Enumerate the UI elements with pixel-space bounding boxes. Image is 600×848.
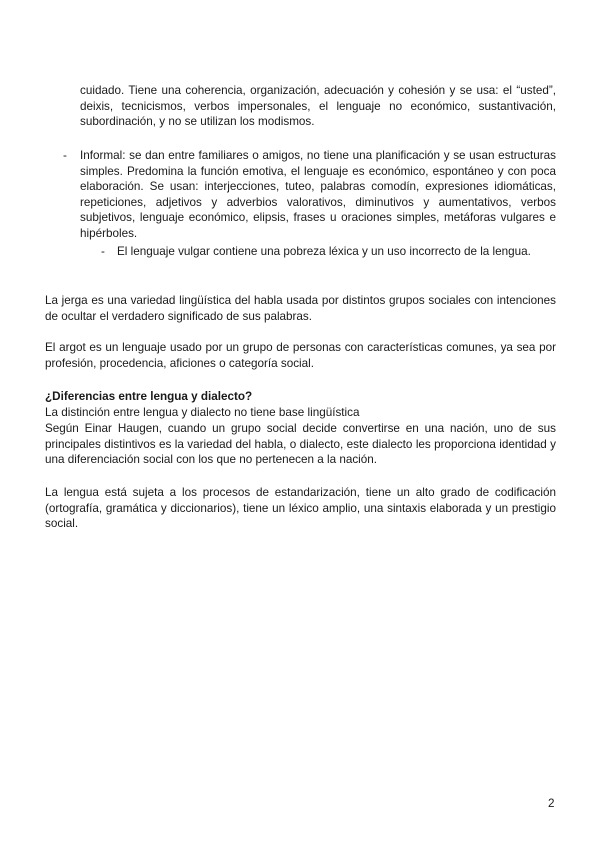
section-heading: ¿Diferencias entre lengua y dialecto? (45, 390, 253, 403)
section-intro-line: La distinción entre lengua y dialecto no tiene base lingüística (45, 406, 360, 419)
informal-bullet: Informal: se dan entre familiares o amigos, no tiene una planificación y se usan estructuras simples. Predomina la función emotiva, el lenguaje es económico, espontáneo y con poca elaboración. Se usan: interjecciones, tuteo, palabras comodín, expresiones idiomáticas, repeticiones, adjetivos y adverbios valorativos, diminutivos y aumentativos, verbos subjetivos, lenguaje económico, elipsis, frases u oraciones simples, metáforas vulgares e hipérboles. (80, 149, 556, 240)
bullet-marker: - (63, 149, 67, 162)
continuation-paragraph: cuidado. Tiene una coherencia, organización, adecuación y cohesión y se usa: el “usted”, deixis, tecnicismos, verbos impersonales, el lenguaje no económico, sustantivación, subordinación, y no se utilizan los modismos. (80, 84, 556, 129)
sub-bullet-marker: - (101, 245, 105, 258)
page-number: 2 (548, 797, 555, 810)
sub-bullet-text: El lenguaje vulgar contiene una pobreza léxica y un uso incorrecto de la lengua. (117, 245, 531, 258)
lengua-paragraph: La lengua está sujeta a los procesos de estandarización, tiene un alto grado de codificación (ortografía, gramática y diccionarios), tiene un léxico amplio, una sintaxis elaborada y un prestigio social. (45, 486, 556, 531)
argot-paragraph: El argot es un lenguaje usado por un grupo de personas con características comunes, ya sea por profesión, procedencia, aficiones o categoría social. (45, 341, 556, 370)
jerga-paragraph: La jerga es una variedad lingüística del habla usada por distintos grupos sociales con intenciones de ocultar el verdadero significado de sus palabras. (45, 294, 556, 323)
haugen-paragraph: Según Einar Haugen, cuando un grupo social decide convertirse en una nación, uno de sus principales distintivos es la variedad del habla, o dialecto, este dialecto les proporciona identidad y una diferenciación social con los que no pertenecen a la nación. (45, 422, 556, 467)
